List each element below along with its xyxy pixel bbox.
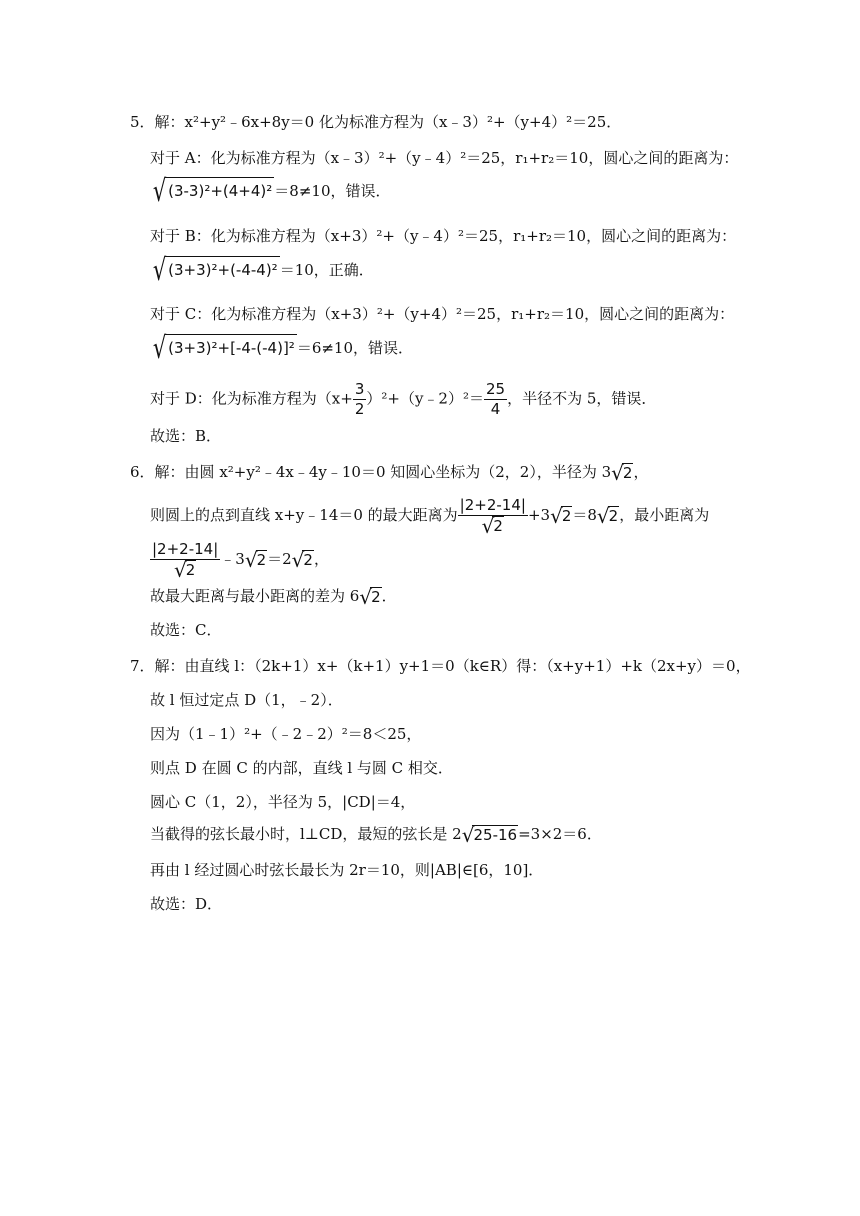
problem-5-intro xyxy=(130,112,621,132)
problem-number: 6． xyxy=(130,463,155,481)
fraction: $\frac{25}{4}$ xyxy=(486,380,506,418)
fraction: $\frac{3}{2}$ xyxy=(354,380,365,418)
problem-7-line2: 故 l 恒过定点 D（1，﹣2）． xyxy=(150,691,343,709)
problem-7-line6: 当截得的弦长最小时，l⊥CD，最短的弦长是 2 √ 25-16 =3×2＝6． xyxy=(150,823,602,847)
problem-6-line2: 则圆上的点到直线 x+y﹣14＝0 的最大距离为 |2+2-14| √ 2 +3 √ 2 ＝8 √ 2 ，最小距离为 xyxy=(150,496,710,538)
sqrt-expression: √ 2 xyxy=(611,461,633,485)
problem-7-intro: 7．解：由直线 l：（2k+1）x+（k+1）y+1＝0（k∈R）得：（x+y+1）+k（2x+y）＝0， xyxy=(130,657,751,675)
option-b-line xyxy=(150,226,736,246)
sqrt-expression: √ 2 xyxy=(359,585,381,609)
option-a-distance xyxy=(150,174,391,209)
option-c-text: 对于 C：化为标准方程为（x+3）²+（y+4）²＝25，r₁+r₂＝10，圆心之间的距离为： xyxy=(150,305,735,323)
problem-number: 5． xyxy=(130,113,155,131)
problem-7-line7: 再由 l 经过圆心时弦长最长为 2r＝10，则|AB|∈[6，10]． xyxy=(150,861,544,879)
problem-6-line3: |2+2-14| √ 2 ﹣3 √ 2 ＝2 √ 2 ， xyxy=(152,540,329,582)
problem-7-line4: 则点 D 在圆 C 的内部，直线 l 与圆 C 相交． xyxy=(150,759,453,777)
option-b-distance xyxy=(150,253,374,288)
fraction: |2+2-14| √ 2 xyxy=(459,496,526,538)
option-d-line: 对于 D：化为标准方程为（x+ $\frac{3}{2}$ ）²+（y﹣2）²＝ $\frac{25}{4}$ ，半径不为 5，错误． xyxy=(150,380,657,418)
sqrt-expression: √ (3+3)²+(-4-4)² xyxy=(152,253,278,288)
sqrt-expression: √ 25-16 xyxy=(461,823,518,847)
problem-6-answer: 故选：C． xyxy=(150,621,222,639)
fraction: |2+2-14| √ 2 xyxy=(152,540,219,582)
problem-6-intro: 6．解：由圆 x²+y²﹣4x﹣4y﹣10＝0 知圆心坐标为（2，2），半径为 3 √ 2 ， xyxy=(130,461,649,485)
option-a-text: 对于 A：化为标准方程为（x﹣3）²+（y﹣4）²＝25，r₁+r₂＝10，圆心之间的距离为： xyxy=(150,149,739,167)
option-c-distance xyxy=(150,331,414,366)
sqrt-expression: √ 2 xyxy=(596,504,619,528)
sqrt-expression: √ (3-3)²+(4+4)² xyxy=(152,174,273,209)
option-c-result: ＝6≠10，错误． xyxy=(296,339,414,357)
problem-number: 7． xyxy=(130,657,155,675)
problem-text: 解：x²+y²﹣6x+8y＝0 化为标准方程为（x﹣3）²+（y+4）²＝25． xyxy=(154,113,622,131)
problem-7-answer: 故选：D． xyxy=(150,895,223,913)
option-a-line xyxy=(150,148,738,168)
sqrt-expression: √ (3+3)²+[-4-(-4)]² xyxy=(152,331,295,366)
problem-6-line4: 故最大距离与最小距离的差为 6 √ 2 ． xyxy=(150,585,397,609)
option-c-line xyxy=(150,304,734,324)
problem-7-line3: 因为（1﹣1）²+（﹣2﹣2）²＝8＜25， xyxy=(150,725,422,743)
problem-7-line5: 圆心 C（1，2），半径为 5，|CD|＝4， xyxy=(150,793,416,811)
problem-5-answer: 故选：B． xyxy=(150,427,222,445)
sqrt-expression: √ 2 xyxy=(291,548,313,572)
option-b-text: 对于 B：化为标准方程为（x+3）²+（y﹣4）²＝25，r₁+r₂＝10，圆心之间的距离为： xyxy=(150,227,737,245)
sqrt-expression: √ 2 xyxy=(244,548,267,572)
sqrt-expression: √ 2 xyxy=(550,504,572,528)
option-a-result: ＝8≠10，错误． xyxy=(274,182,391,200)
option-b-result: ＝10，正确． xyxy=(279,261,374,279)
